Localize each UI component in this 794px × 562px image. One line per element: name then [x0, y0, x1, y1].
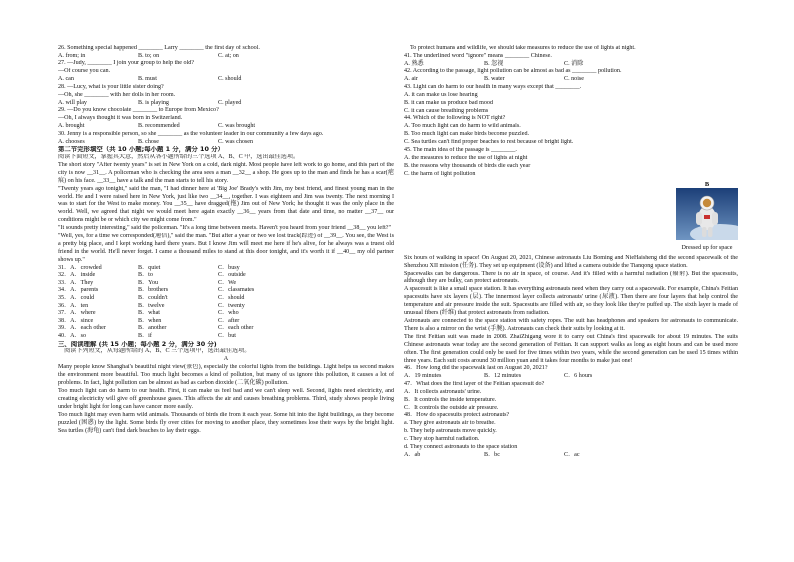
option: B. to; on	[138, 52, 160, 59]
option: B．another	[138, 325, 167, 332]
text-line: 27. —Judy, ________ I join your group to help the old?	[58, 60, 195, 67]
left-column	[58, 45, 394, 548]
option: A. from; in	[58, 52, 86, 59]
answer-options	[58, 303, 394, 311]
option: B. water	[484, 76, 505, 83]
text-line: —Oh, she ________ with her dolls in her room.	[58, 91, 176, 98]
paragraph: Too much light may even harm wild animals. Thousands of birds die from it each year. Some hit into the light buildings, as they become puzzled (困惑) by the light. Some birds fly over cities for moving to another place, they sometimes lose their ways by the bright light. Sea turtles (海龟) can't find dark beaches to lay their eggs.	[58, 411, 394, 434]
option: B．12 minutes	[484, 373, 522, 380]
option: C. 消除	[564, 60, 584, 67]
option: C. played	[218, 99, 242, 106]
option: B．bc	[484, 451, 500, 458]
right-column	[404, 45, 738, 548]
option: B．You	[138, 279, 159, 286]
answer-options	[58, 76, 394, 84]
option: 35．A．could	[58, 295, 95, 302]
paragraph: "Well, yes, for a time we corresponded(通信)," said the man. "But after a year or two we lost track(踪迹) of __39__. You see, the West is a pretty big place, and I kept working hard there years. But I know Jim will meet me here if he's alive, for he always was a truest old friend in the world. He'll never forget. I came a thousand miles to stand at this door tonight, and it's worth it if __40__ my old partner shows up."	[58, 233, 394, 263]
astronaut-figure	[676, 181, 738, 253]
option: B．what	[138, 310, 161, 317]
option: C. noise	[564, 76, 584, 83]
answer-options	[58, 123, 394, 131]
text-line: 阅读下面短文，掌握其大意，然后从各小题所给的三个选项 A、B、C 中，选出最佳选项。	[58, 153, 300, 160]
option: A．ab	[404, 451, 421, 458]
option: B．when	[138, 317, 162, 324]
option: 34．A．parents	[58, 287, 99, 294]
text-line: A. the measures to reduce the use of lights at night	[404, 154, 528, 161]
answer-options	[58, 139, 394, 147]
option: A. 熟悉	[404, 60, 424, 67]
section-heading: 第二节完形填空（共 10 小题;每小题 1 分，满分 10 分）	[58, 146, 224, 154]
option: 37．A．where	[58, 310, 96, 317]
option: B．quiet	[138, 264, 161, 271]
paragraph: "Twenty years ago tonight," said the man, "I had dinner here at 'Big Joe' Brady's with Jim, my best friend, and finest young man in the world. He and I were raised here in New York, just like two __34__, together. I was eighteen and Jim was twenty. The next morning I was to start for the West to make money. You __35__ have dragged(拖) Jim out of New York; he thought it was the only place in the world. Well, we agreed that night we would meet here again exactly __36__ years from that date and time, no matter __37__ our conditions might be or which city we might come from."	[58, 185, 394, 224]
text-line: A．It collects astronauts' urine.	[404, 388, 482, 395]
answer-options	[404, 373, 738, 381]
paragraph: The short story "After twenty years" is set in New York on a cold, dark night. Most people have left work to go home, and this part of the city is now __31__. A policeman who is checking the area sees a man __32__ a shop. He goes up to the man and finds he has a scar(疤痕) on his face. __33__ have a talk and the man starts to tell his story.	[58, 161, 394, 184]
option: C．ac	[564, 451, 580, 458]
text-line: 44. Which of the following is NOT right?	[404, 115, 506, 122]
text-line: C．It controls the outside air pressure.	[404, 404, 499, 411]
paragraph: "It sounds pretty interesting," said the policeman. "It's a long time between meets. Haven't you heard from your friend __38__ you left?"	[58, 225, 391, 232]
option: B. 忽视	[484, 60, 504, 67]
option: A. can	[58, 76, 74, 83]
option: 39．A．each other	[58, 325, 106, 332]
option: 40．A．so	[58, 333, 87, 339]
option: C．who	[218, 310, 239, 317]
text-line: 46．How long did the spacewalk last on August 20, 2021?	[404, 365, 548, 372]
option: A. chooses	[58, 138, 85, 145]
option: C. was brought	[218, 123, 256, 130]
passage-b-label: B	[704, 180, 710, 188]
answer-options	[404, 61, 738, 69]
text-line: 41. The underlined word "ignore" means ________ Chinese.	[404, 52, 552, 59]
paragraph: Too much light can do harm to our health. First, it can make us feel bad and we can't sleep well. Second, lights need electricity, and creating electricity will give off greenhouse gases. This affects the air and causes breathing problems. Third, study shows people living under bright light for long can have cancer more easily.	[58, 387, 394, 410]
answer-options	[58, 333, 394, 341]
text-line: b. They help astronauts move quickly.	[404, 428, 497, 435]
text-line: C. Sea turtles can't find proper beaches to rest because of bright light.	[404, 139, 574, 146]
text-line: B. it can make us produce bad mood	[404, 99, 494, 106]
text-line: —Of course you can.	[58, 68, 111, 75]
option: 32．A．inside	[58, 272, 96, 279]
text-line: 26. Something special happened ________ Larry ________ the first day of school.	[58, 45, 260, 51]
option: B．if	[138, 333, 152, 339]
text-line: c. They stop harmful radiation.	[404, 436, 480, 443]
answer-options	[58, 318, 394, 326]
option: C．outside	[218, 272, 246, 279]
answer-options	[58, 287, 394, 295]
text-line: —Oh, I always thought it was born in Switzerland.	[58, 115, 183, 122]
option: C．but	[218, 333, 236, 339]
answer-options	[58, 310, 394, 318]
text-line: 28. —Lucy, what is your little sister doing?	[58, 83, 164, 90]
option: B．twelve	[138, 302, 165, 309]
answer-options	[404, 452, 738, 460]
paragraph: Spacewalks can be dangerous. There is no air in space, of course. And it's filled with a harmful radiation (辐射). But the spacesuits, although they are bulky, can protect astronauts.	[404, 270, 738, 285]
option: A．19 minutes	[404, 373, 442, 380]
option: B．couldn't	[138, 295, 168, 302]
answer-options	[58, 265, 394, 273]
option: C．each other	[218, 325, 254, 332]
text-line: C. the harm of light pollution	[404, 170, 476, 177]
astronaut-image	[676, 188, 738, 240]
text-line: A. it can make us lose hearing	[404, 91, 478, 98]
option: C．after	[218, 317, 240, 324]
text-line: 29. —Do you know chocolate ________ to Europe from Mexico?	[58, 107, 219, 114]
text-line: 48．How do spacesuits protect astronauts?	[404, 412, 510, 419]
option: B. recommended	[138, 123, 180, 130]
option: C．twenty	[218, 302, 245, 309]
option: B．brothers	[138, 287, 169, 294]
text-line: 43. Light can do harm to our health in many ways except that ________.	[404, 83, 582, 90]
text-line: 45. The main idea of the passage is ________.	[404, 146, 517, 153]
option: B. chose	[138, 138, 159, 145]
option: C．6 hours	[564, 373, 593, 380]
option: A. will play	[58, 99, 87, 106]
paragraph: Six hours of walking in space! On August 20, 2021, Chinese astronauts Liu Boming and NieHaisheng did the second spacewalk of the Shenzhou XII mission (任务). They set up equipment (设备) and lifted a camera outside the Tianqong space station.	[404, 254, 738, 269]
text-line: To protect humans and wildlife, we should take measures to reduce the use of lights at night.	[404, 45, 636, 51]
option: C．should	[218, 295, 245, 302]
text-line: d. They connect astronauts to the space station	[404, 444, 518, 451]
option: A. air	[404, 76, 418, 83]
text-line: B. Too much light can make birds become puzzled.	[404, 131, 530, 138]
option: B. must	[138, 76, 157, 83]
section-heading: 三、阅读理解 (共 15 小题；每小题 2 分，满分 30 分)	[58, 340, 217, 348]
answer-options	[58, 100, 394, 108]
text-line: a. They give astronauts air to breathe.	[404, 420, 496, 427]
reading-b-passage	[404, 255, 738, 460]
option: C. was chosen	[218, 138, 254, 145]
text-line: 47．What does the first layer of the Feitian spacesuit do?	[404, 380, 545, 387]
option: C．classmates	[218, 287, 255, 294]
answer-options	[58, 325, 394, 333]
option: C. at; on	[218, 52, 239, 59]
option: 36．A．ten	[58, 302, 89, 309]
text-line: B. the reasons why thousands of birds die each year	[404, 162, 531, 169]
option: B．to	[138, 272, 153, 279]
option: C. should	[218, 76, 242, 83]
text-line: 42. According to the passage, light pollution can be almost as bad as ________ pollution.	[404, 68, 622, 75]
figure-caption: Dressed up for space	[681, 245, 733, 252]
option: 38．A．since	[58, 317, 94, 324]
option: 33．A．They	[58, 279, 94, 286]
option: A. brought	[58, 123, 85, 130]
text-line: C. it can cause breathing problems	[404, 107, 489, 114]
reading-a-questions	[404, 45, 738, 179]
option: C．busy	[218, 264, 240, 271]
answer-options	[58, 295, 394, 303]
answer-options	[58, 272, 394, 280]
paragraph: The first Feitian suit was made in 2008. ZhaiZhigang wore it to carry out China's first spacewalk for about 19 minutes. The suits Chinese astronauts wear today are the second generation of Feitian. It can support walks as long as eight hours and can be used more often. The first generation could only be used for five times within two years, while the second generation can be used 15 times within three years. Each suit costs around 30 million yuan and it takes four months to make just one!	[404, 333, 738, 364]
passage-b-figure-block	[404, 181, 738, 253]
paragraph: A spacesuit is like a small space station. It has everything astronauts need when they carry out a spacewalk. For example, China's Feitian spacesuits have six layers (层). The innermost layer collects astronauts' urine (尿液). Then there are four layers that help control the temperature and air pressure inside the suit. Spacesuits are filled with air, so they look like they're puffed up. The sixth layer is made of unusual fibers (纤维) that protect astronauts from radiation.	[404, 286, 738, 317]
text-line: 30. Jenny is a responsible person, so she ________ as the volunteer leader in our community a few days ago.	[58, 130, 324, 137]
text-line: 阅读下列短文，从每题所给的 A、B、C 三个选项中，选出最佳选项。	[58, 348, 251, 355]
option: C．We	[218, 279, 237, 286]
option: B. is playing	[138, 99, 169, 106]
text-line: B．It controls the inside temperature.	[404, 396, 497, 403]
paragraph: Astronauts are connected to the space station with safety ropes. The suit has headphones and speakers for astronauts to communicate. There is also a mirror on the wrist (手腕). Astronauts can check their suits by looking at it.	[404, 317, 738, 332]
passage-label: A	[223, 356, 229, 363]
option: 31．A．crowded	[58, 264, 102, 271]
paragraph: Many people know Shanghai's beautiful night view(景色), especially the colorful lights from the buildings. Light helps us second makes the environment more beautiful. Too much light becomes a kind of pollution, but many of us ignore this pollution, it causes a lot of problems. In fact, light pollution can be almost as bad as carbon dioxide (二氧化碳) pollution.	[58, 364, 394, 387]
answer-options	[404, 76, 738, 84]
answer-options	[58, 280, 394, 288]
answer-options	[58, 53, 394, 61]
text-line: A. Too much light can do harm to wild animals.	[404, 123, 521, 130]
